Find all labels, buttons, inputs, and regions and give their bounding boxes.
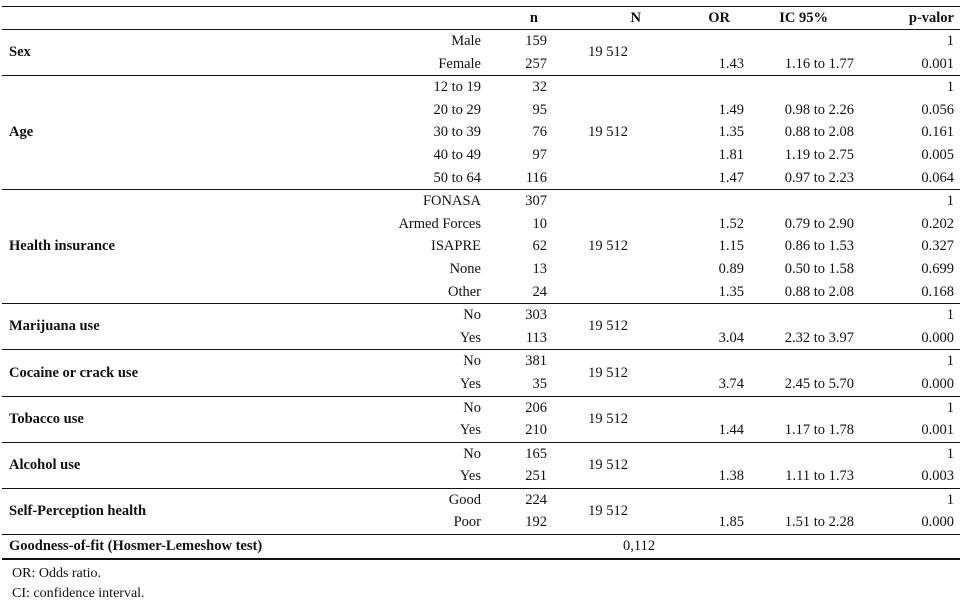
p-value: 0.168 (921, 283, 954, 300)
or-value: 3.74 (718, 375, 744, 392)
group-3 (2, 304, 960, 350)
n-value: 76 (532, 124, 547, 141)
or-value: 1.47 (718, 169, 744, 186)
ci-value: 0.79 to 2.90 (784, 215, 854, 232)
category-label: 20 to 29 (433, 101, 481, 118)
header-p: p-valor (868, 7, 960, 30)
goodness-of-fit-row (2, 535, 960, 559)
table-row (2, 76, 960, 99)
p-value: 0.056 (921, 101, 954, 118)
ci-value (750, 442, 868, 465)
n-value: 206 (487, 396, 553, 419)
category-label: 40 to 49 (433, 146, 481, 163)
ci-value: 1.11 to 1.73 (785, 468, 854, 485)
ci-value: 0.98 to 2.26 (784, 101, 854, 118)
or-value: 1.43 (718, 55, 744, 72)
n-value: 251 (525, 468, 547, 485)
ci-value: 1.19 to 2.75 (784, 146, 854, 163)
or-value: 1.81 (718, 146, 744, 163)
n-value: 62 (532, 238, 547, 255)
p-value: 1 (868, 76, 960, 99)
n-value: 303 (487, 304, 553, 327)
p-value: 0.699 (921, 260, 954, 277)
p-value: 1 (868, 350, 960, 373)
note-or: OR: Odds ratio. (12, 566, 102, 581)
p-value: 0.005 (921, 146, 954, 163)
or-value: 1.15 (718, 238, 744, 255)
table-row (2, 488, 960, 511)
n-value: 10 (532, 215, 547, 232)
p-value: 0.000 (921, 375, 954, 392)
category-label: No (302, 442, 487, 465)
p-value: 0.000 (921, 514, 954, 531)
or-value (671, 304, 750, 327)
total-N: 19 512 (553, 396, 671, 442)
category-label: 50 to 64 (433, 169, 481, 186)
group-7 (2, 488, 960, 534)
category-label: Poor (453, 514, 481, 531)
category-label: Other (447, 283, 481, 300)
table-header (2, 7, 960, 30)
n-value: 24 (532, 283, 547, 300)
ci-value (750, 76, 868, 99)
header-category (302, 7, 487, 30)
category-label: Good (302, 488, 487, 511)
category-label: Female (438, 55, 481, 72)
or-value: 3.04 (718, 329, 744, 346)
total-N: 19 512 (553, 488, 671, 534)
p-value: 1 (868, 396, 960, 419)
or-value: 1.49 (718, 101, 744, 118)
category-label: No (302, 396, 487, 419)
or-value: 1.85 (718, 514, 744, 531)
or-value: 1.44 (718, 422, 744, 439)
header-ci: IC 95% (750, 7, 868, 30)
n-value: 13 (532, 260, 547, 277)
total-N: 19 512 (553, 350, 671, 396)
n-value: 159 (487, 30, 553, 53)
ci-value: 1.16 to 1.77 (784, 55, 854, 72)
n-value: 35 (532, 375, 547, 392)
p-value: 1 (868, 190, 960, 213)
p-value: 0.327 (921, 238, 954, 255)
variable-label: Sex (2, 30, 302, 76)
ci-value: 0.88 to 2.08 (784, 124, 854, 141)
header-or: OR (671, 7, 750, 30)
or-value: 1.38 (718, 468, 744, 485)
p-value: 1 (868, 488, 960, 511)
category-label: Yes (459, 329, 481, 346)
p-value: 1 (868, 30, 960, 53)
group-6 (2, 442, 960, 488)
variable-label: Self-Perception health (2, 488, 302, 534)
table-row (2, 350, 960, 373)
header-variable (2, 7, 302, 30)
n-value: 210 (525, 422, 547, 439)
odds-ratio-table (2, 6, 960, 560)
total-N: 19 512 (553, 304, 671, 350)
ci-value (750, 304, 868, 327)
variable-label: Tobacco use (2, 396, 302, 442)
table-row (2, 396, 960, 419)
header-row (2, 7, 960, 30)
p-value: 0.001 (921, 422, 954, 439)
category-label: Armed Forces (398, 215, 481, 232)
ci-value: 2.32 to 3.97 (784, 329, 854, 346)
variable-label: Age (2, 76, 302, 190)
ci-value (750, 488, 868, 511)
table-row (2, 30, 960, 53)
n-value: 165 (487, 442, 553, 465)
ci-value: 1.51 to 2.28 (784, 514, 854, 531)
or-value: 0.89 (718, 260, 744, 277)
header-n: n (487, 7, 553, 30)
category-label: Yes (459, 375, 481, 392)
p-value: 1 (868, 442, 960, 465)
table-row (2, 304, 960, 327)
total-N: 19 512 (553, 76, 671, 190)
variable-label: Alcohol use (2, 442, 302, 488)
p-value: 0.202 (921, 215, 954, 232)
category-label: Yes (459, 468, 481, 485)
category-label: FONASA (302, 190, 487, 213)
or-value: 1.35 (718, 124, 744, 141)
header-N: N (553, 7, 671, 30)
ci-value: 2.45 to 5.70 (784, 375, 854, 392)
note-ci: CI: confidence interval. (12, 586, 145, 601)
p-value: 1 (868, 304, 960, 327)
table-notes (12, 564, 145, 604)
p-value: 0.001 (921, 55, 954, 72)
or-value: 1.52 (718, 215, 744, 232)
group-1 (2, 76, 960, 190)
n-value: 257 (525, 55, 547, 72)
variable-label: Marijuana use (2, 304, 302, 350)
ci-value: 1.17 to 1.78 (784, 422, 854, 439)
gof-label: Goodness-of-fit (Hosmer-Lemeshow test) (2, 535, 553, 559)
p-value: 0.003 (921, 468, 954, 485)
category-label: ISAPRE (431, 238, 481, 255)
ci-value (750, 30, 868, 53)
or-value (671, 30, 750, 53)
group-5 (2, 396, 960, 442)
total-N: 19 512 (553, 30, 671, 76)
table-row (2, 442, 960, 465)
n-value: 224 (487, 488, 553, 511)
n-value: 32 (487, 76, 553, 99)
p-value: 0.000 (921, 329, 954, 346)
group-2 (2, 190, 960, 304)
n-value: 116 (525, 169, 547, 186)
ci-value: 0.50 to 1.58 (784, 260, 854, 277)
or-value (671, 76, 750, 99)
category-label: 30 to 39 (433, 124, 481, 141)
variable-label: Health insurance (2, 190, 302, 304)
category-label: None (449, 260, 481, 277)
group-4 (2, 350, 960, 396)
category-label: Yes (459, 422, 481, 439)
ci-value: 0.88 to 2.08 (784, 283, 854, 300)
or-value: 1.35 (718, 283, 744, 300)
total-N: 19 512 (553, 442, 671, 488)
n-value: 97 (532, 146, 547, 163)
ci-value (750, 396, 868, 419)
or-value (671, 396, 750, 419)
gof-value: 0,112 (553, 535, 960, 559)
n-value: 381 (487, 350, 553, 373)
group-0 (2, 30, 960, 76)
table-row (2, 190, 960, 213)
n-value: 192 (525, 514, 547, 531)
p-value: 0.161 (921, 124, 954, 141)
p-value: 0.064 (921, 169, 954, 186)
ci-value: 0.97 to 2.23 (784, 169, 854, 186)
n-value: 113 (525, 329, 547, 346)
or-value (671, 350, 750, 373)
category-label: No (302, 350, 487, 373)
category-label: 12 to 19 (302, 76, 487, 99)
ci-value (750, 190, 868, 213)
n-value: 95 (532, 101, 547, 118)
total-N: 19 512 (553, 190, 671, 304)
or-value (671, 488, 750, 511)
or-value (671, 190, 750, 213)
ci-value (750, 350, 868, 373)
or-value (671, 442, 750, 465)
n-value: 307 (487, 190, 553, 213)
category-label: No (302, 304, 487, 327)
category-label: Male (302, 30, 487, 53)
variable-label: Cocaine or crack use (2, 350, 302, 396)
ci-value: 0.86 to 1.53 (784, 238, 854, 255)
